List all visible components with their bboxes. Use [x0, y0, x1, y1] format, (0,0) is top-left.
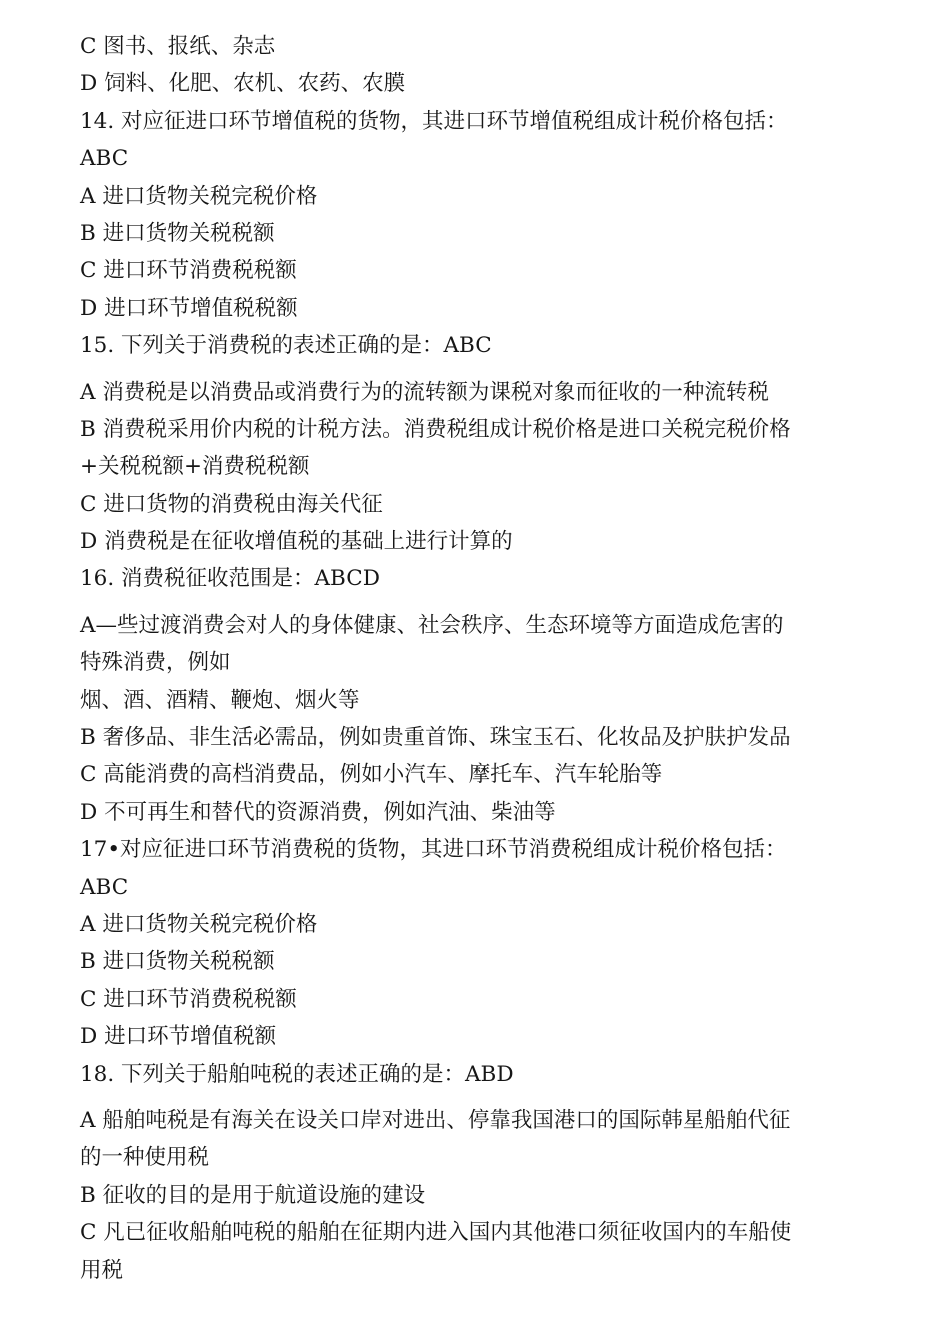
- text-line: 特殊消费，例如: [80, 650, 231, 676]
- text-line: C 进口货物的消费税由海关代征: [80, 491, 383, 517]
- question-15: 15. 下列关于消费税的表述正确的是：ABC: [80, 333, 492, 359]
- question-14: 14. 对应征进口环节增值税的货物，其进口环节增值税组成计税价格包括：: [80, 108, 788, 134]
- text-line: 烟、酒、酒精、鞭炮、烟火等: [80, 687, 360, 713]
- text-line: A 消费税是以消费品或消费行为的流转额为课税对象而征收的一种流转税: [80, 379, 769, 405]
- text-line: B 消费税采用价内税的计税方法。消费税组成计税价格是进口关税完税价格: [80, 416, 791, 442]
- text-line: B 奢侈品、非生活必需品，例如贵重首饰、珠宝玉石、化妆品及护肤护发品: [80, 725, 791, 751]
- question-17: 17•对应征进口环节消费税的货物，其进口环节消费税组成计税价格包括：: [80, 837, 787, 863]
- document-page: [80, 28, 880, 1289]
- text-line: B 征收的目的是用于航道设施的建设: [80, 1182, 426, 1208]
- text-line: 用税: [80, 1257, 124, 1283]
- text-line: D 消费税是在征收增值税的基础上进行计算的: [80, 529, 513, 555]
- text-line: +关税税额+消费税税额: [80, 454, 310, 480]
- text-line: C 进口环节消费税税额: [80, 986, 297, 1012]
- question-16: 16. 消费税征收范围是：ABCD: [80, 566, 380, 592]
- text-line: D 进口环节增值税税额: [80, 295, 298, 321]
- text-line: ABC: [80, 146, 129, 172]
- text-line: C 进口环节消费税税额: [80, 258, 297, 284]
- text-line: 的一种使用税: [80, 1145, 210, 1171]
- text-line: B 进口货物关税税额: [80, 949, 275, 975]
- text-line: D 不可再生和替代的资源消费，例如汽油、柴油等: [80, 799, 556, 825]
- text-line: C 图书、报纸、杂志: [80, 34, 276, 59]
- text-line: D 饲料、化肥、农机、农药、农膜: [80, 71, 406, 97]
- text-line: C 高能消费的高档消费品，例如小汽车、摩托车、汽车轮胎等: [80, 762, 663, 788]
- question-18: 18. 下列关于船舶吨税的表述正确的是：ABD: [80, 1061, 514, 1087]
- text-line: A—些过渡消费会对人的身体健康、社会秩序、生态环境等方面造成危害的: [80, 612, 784, 638]
- text-line: A 进口货物关税完税价格: [80, 183, 318, 209]
- text-line: B 进口货物关税税额: [80, 220, 275, 246]
- text-line: A 进口货物关税完税价格: [80, 911, 318, 937]
- text-line: ABC: [80, 874, 129, 900]
- text-line: D 进口环节增值税额: [80, 1024, 277, 1050]
- text-line: C 凡已征收船舶吨税的船舶在征期内进入国内其他港口须征收国内的车船使: [80, 1220, 792, 1246]
- text-line: A 船舶吨税是有海关在设关口岸对进出、停靠我国港口的国际韩星船舶代征: [80, 1107, 791, 1133]
